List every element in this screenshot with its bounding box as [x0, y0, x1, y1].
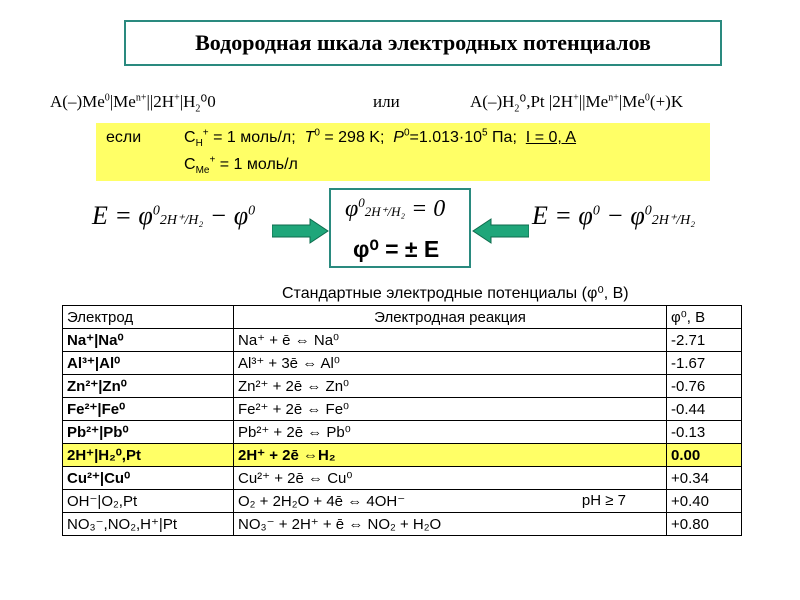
potential-cell: -0.76 — [667, 375, 742, 398]
reaction-cell — [234, 513, 667, 536]
electrode-cell: OH⁻|O₂,Pt — [63, 490, 234, 513]
table-row — [63, 513, 742, 536]
arrow-left-icon — [471, 218, 529, 244]
table-row — [63, 421, 742, 444]
cell-scheme-right: $A(-)H_2^0,Pt$ $|2H^+||Me^{n+}|Me^0(+)K$ — [470, 92, 684, 115]
equation-right: $E = \varphi^0 - \varphi^02H^+/H_2$ — [532, 201, 696, 230]
potential-cell: -2.71 — [667, 329, 742, 352]
potential-cell: -0.13 — [667, 421, 742, 444]
reaction-text: O₂ + 2H₂O + 4ē ⇔ 4OH⁻ — [238, 493, 406, 510]
cell-scheme-left: $A(-)Me^0|Me^{n+}||2H^+|H_2^00$ — [50, 92, 216, 115]
conditions-box — [96, 123, 710, 181]
arrow-right-icon — [272, 218, 330, 244]
reaction-text: NO₃⁻ + 2H⁺ + ē ⇔ NO₂ + H₂O — [238, 516, 442, 533]
equation-left: $E = \varphi^02H^+/H_2 - \varphi^0$ — [92, 201, 256, 230]
potential-cell: +0.34 — [667, 467, 742, 490]
electrode-cell: NO₃⁻,NO₂,H⁺|Pt — [63, 513, 234, 536]
conditions-line-2: $C_{Me}^+ = 1$ моль/л — [184, 154, 298, 177]
reaction-cell — [234, 444, 667, 467]
electrode-cell: Fe²⁺|Fe⁰ — [63, 398, 234, 421]
electrode-cell: 2H⁺|H₂⁰,Pt — [63, 444, 234, 467]
potentials-table — [62, 305, 742, 536]
table-row — [63, 467, 742, 490]
reaction-note: pH ≥ 7 — [581, 492, 626, 509]
table-row — [63, 444, 742, 467]
potential-cell: -0.44 — [667, 398, 742, 421]
if-label: если — [106, 129, 142, 146]
center-formula-2: φ⁰ = ± E — [353, 236, 440, 262]
reaction-cell — [234, 490, 667, 513]
table-header-row — [63, 306, 742, 329]
center-formula-1: $\varphi^02H^+/H_2 = 0$ — [345, 195, 446, 222]
center-formula-box — [329, 188, 471, 268]
potential-cell: +0.40 — [667, 490, 742, 513]
reaction-text: 2H⁺ + 2ē ⇔H₂ — [238, 447, 336, 464]
header-reaction: Электродная реакция — [234, 306, 667, 329]
table-row — [63, 375, 742, 398]
table-row — [63, 352, 742, 375]
page-title: Водородная шкала электродных потенциалов — [195, 30, 651, 55]
electrode-cell: Al³⁺|Al⁰ — [63, 352, 234, 375]
electrode-cell: Pb²⁺|Pb⁰ — [63, 421, 234, 444]
potential-cell: -1.67 — [667, 352, 742, 375]
potential-cell: +0.80 — [667, 513, 742, 536]
reaction-cell — [234, 467, 667, 490]
reaction-text: Cu²⁺ + 2ē ⇔ Cu⁰ — [238, 470, 353, 487]
reaction-cell — [234, 329, 667, 352]
reaction-text: Pb²⁺ + 2ē ⇔ Pb⁰ — [238, 424, 351, 441]
electrode-cell: Zn²⁺|Zn⁰ — [63, 375, 234, 398]
reaction-cell — [234, 352, 667, 375]
title-box — [124, 20, 722, 66]
table-row — [63, 329, 742, 352]
table-row — [63, 398, 742, 421]
reaction-cell — [234, 421, 667, 444]
electrode-cell: Na⁺|Na⁰ — [63, 329, 234, 352]
header-electrode: Электрод — [63, 306, 234, 329]
conditions-line-1: $C_H^+ = 1$ моль/л; $T^0 = 298$ K; $P^0=1.013\cdot 10^5$ Па; I = 0, A — [184, 127, 577, 150]
potential-cell: 0.00 — [667, 444, 742, 467]
header-potential: φ⁰, В — [667, 306, 742, 329]
table-row — [63, 490, 742, 513]
reaction-cell — [234, 375, 667, 398]
table-caption: Стандартные электродные потенциалы (φ⁰, В) — [282, 285, 629, 302]
electrode-cell: Cu²⁺|Cu⁰ — [63, 467, 234, 490]
reaction-text: Zn²⁺ + 2ē ⇔ Zn⁰ — [238, 378, 350, 395]
reaction-text: Na⁺ + ē ⇔ Na⁰ — [238, 332, 340, 349]
reaction-text: Al³⁺ + 3ē ⇔ Al⁰ — [238, 355, 340, 372]
reaction-cell — [234, 398, 667, 421]
or-label: или — [373, 92, 400, 111]
reaction-text: Fe²⁺ + 2ē ⇔ Fe⁰ — [238, 401, 350, 418]
